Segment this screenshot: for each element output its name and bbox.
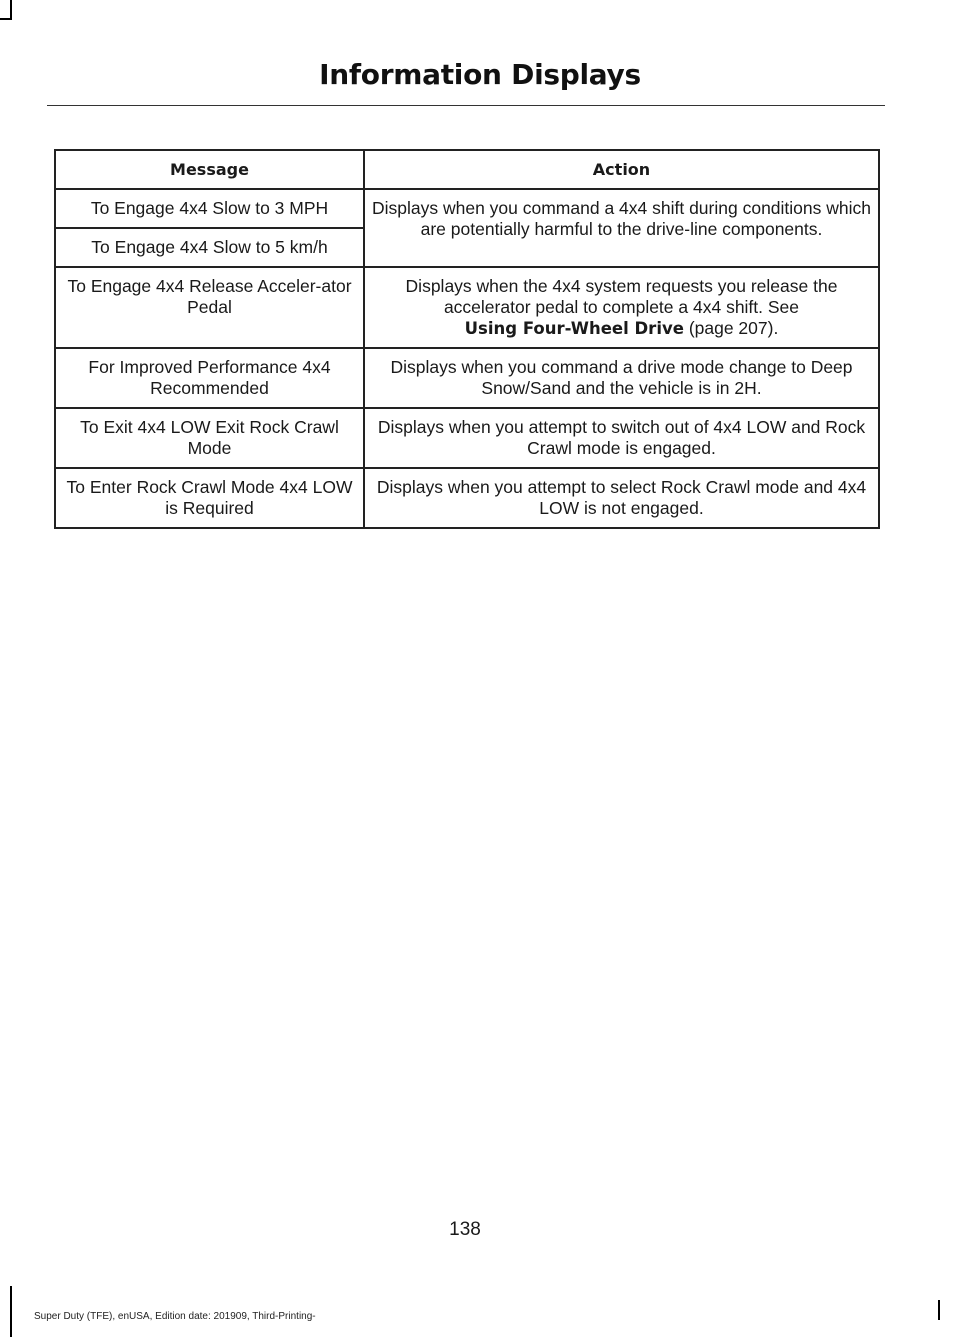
action-text: Displays when the 4x4 system requests you release the accelerator pedal to complete a 4x4 shift. See xyxy=(405,276,838,317)
action-cell: Displays when you attempt to select Rock Crawl mode and 4x4 LOW is not engaged. xyxy=(364,468,879,528)
column-header-action: Action xyxy=(364,150,879,189)
table-row xyxy=(55,189,879,228)
edition-footer: Super Duty (TFE), enUSA, Edition date: 201909, Third-Printing- xyxy=(34,1311,316,1322)
action-cell: Displays when you attempt to switch out of 4x4 LOW and Rock Crawl mode is engaged. xyxy=(364,408,879,468)
message-cell: To Engage 4x4 Release Acceler-ator Pedal xyxy=(55,267,364,348)
page-number: 138 xyxy=(449,1219,481,1240)
page-title: Information Displays xyxy=(319,58,641,91)
corner-mark-bottom-right xyxy=(938,1300,940,1320)
action-cell: Displays when you command a drive mode change to Deep Snow/Sand and the vehicle is in 2H. xyxy=(364,348,879,408)
table-row xyxy=(55,408,879,468)
message-cell: To Exit 4x4 LOW Exit Rock Crawl Mode xyxy=(55,408,364,468)
message-table xyxy=(54,149,880,529)
table-row xyxy=(55,267,879,348)
message-cell: To Engage 4x4 Slow to 5 km/h xyxy=(55,228,364,267)
message-cell: To Enter Rock Crawl Mode 4x4 LOW is Required xyxy=(55,468,364,528)
table-header-row xyxy=(55,150,879,189)
table-row xyxy=(55,468,879,528)
page-reference: (page 207). xyxy=(688,318,779,338)
corner-mark-bottom-left xyxy=(10,1286,12,1337)
message-cell: For Improved Performance 4x4 Recommended xyxy=(55,348,364,408)
message-cell: To Engage 4x4 Slow to 3 MPH xyxy=(55,189,364,228)
header-divider xyxy=(47,105,885,106)
corner-mark-top-left xyxy=(10,0,12,20)
table-row xyxy=(55,348,879,408)
action-cell xyxy=(364,267,879,348)
action-cell: Displays when you command a 4x4 shift during conditions which are potentially harmful to the drive-line components. xyxy=(364,189,879,267)
column-header-message: Message xyxy=(55,150,364,189)
corner-mark-top-left-h xyxy=(0,18,12,20)
cross-reference-link[interactable]: Using Four-Wheel Drive xyxy=(464,319,684,338)
